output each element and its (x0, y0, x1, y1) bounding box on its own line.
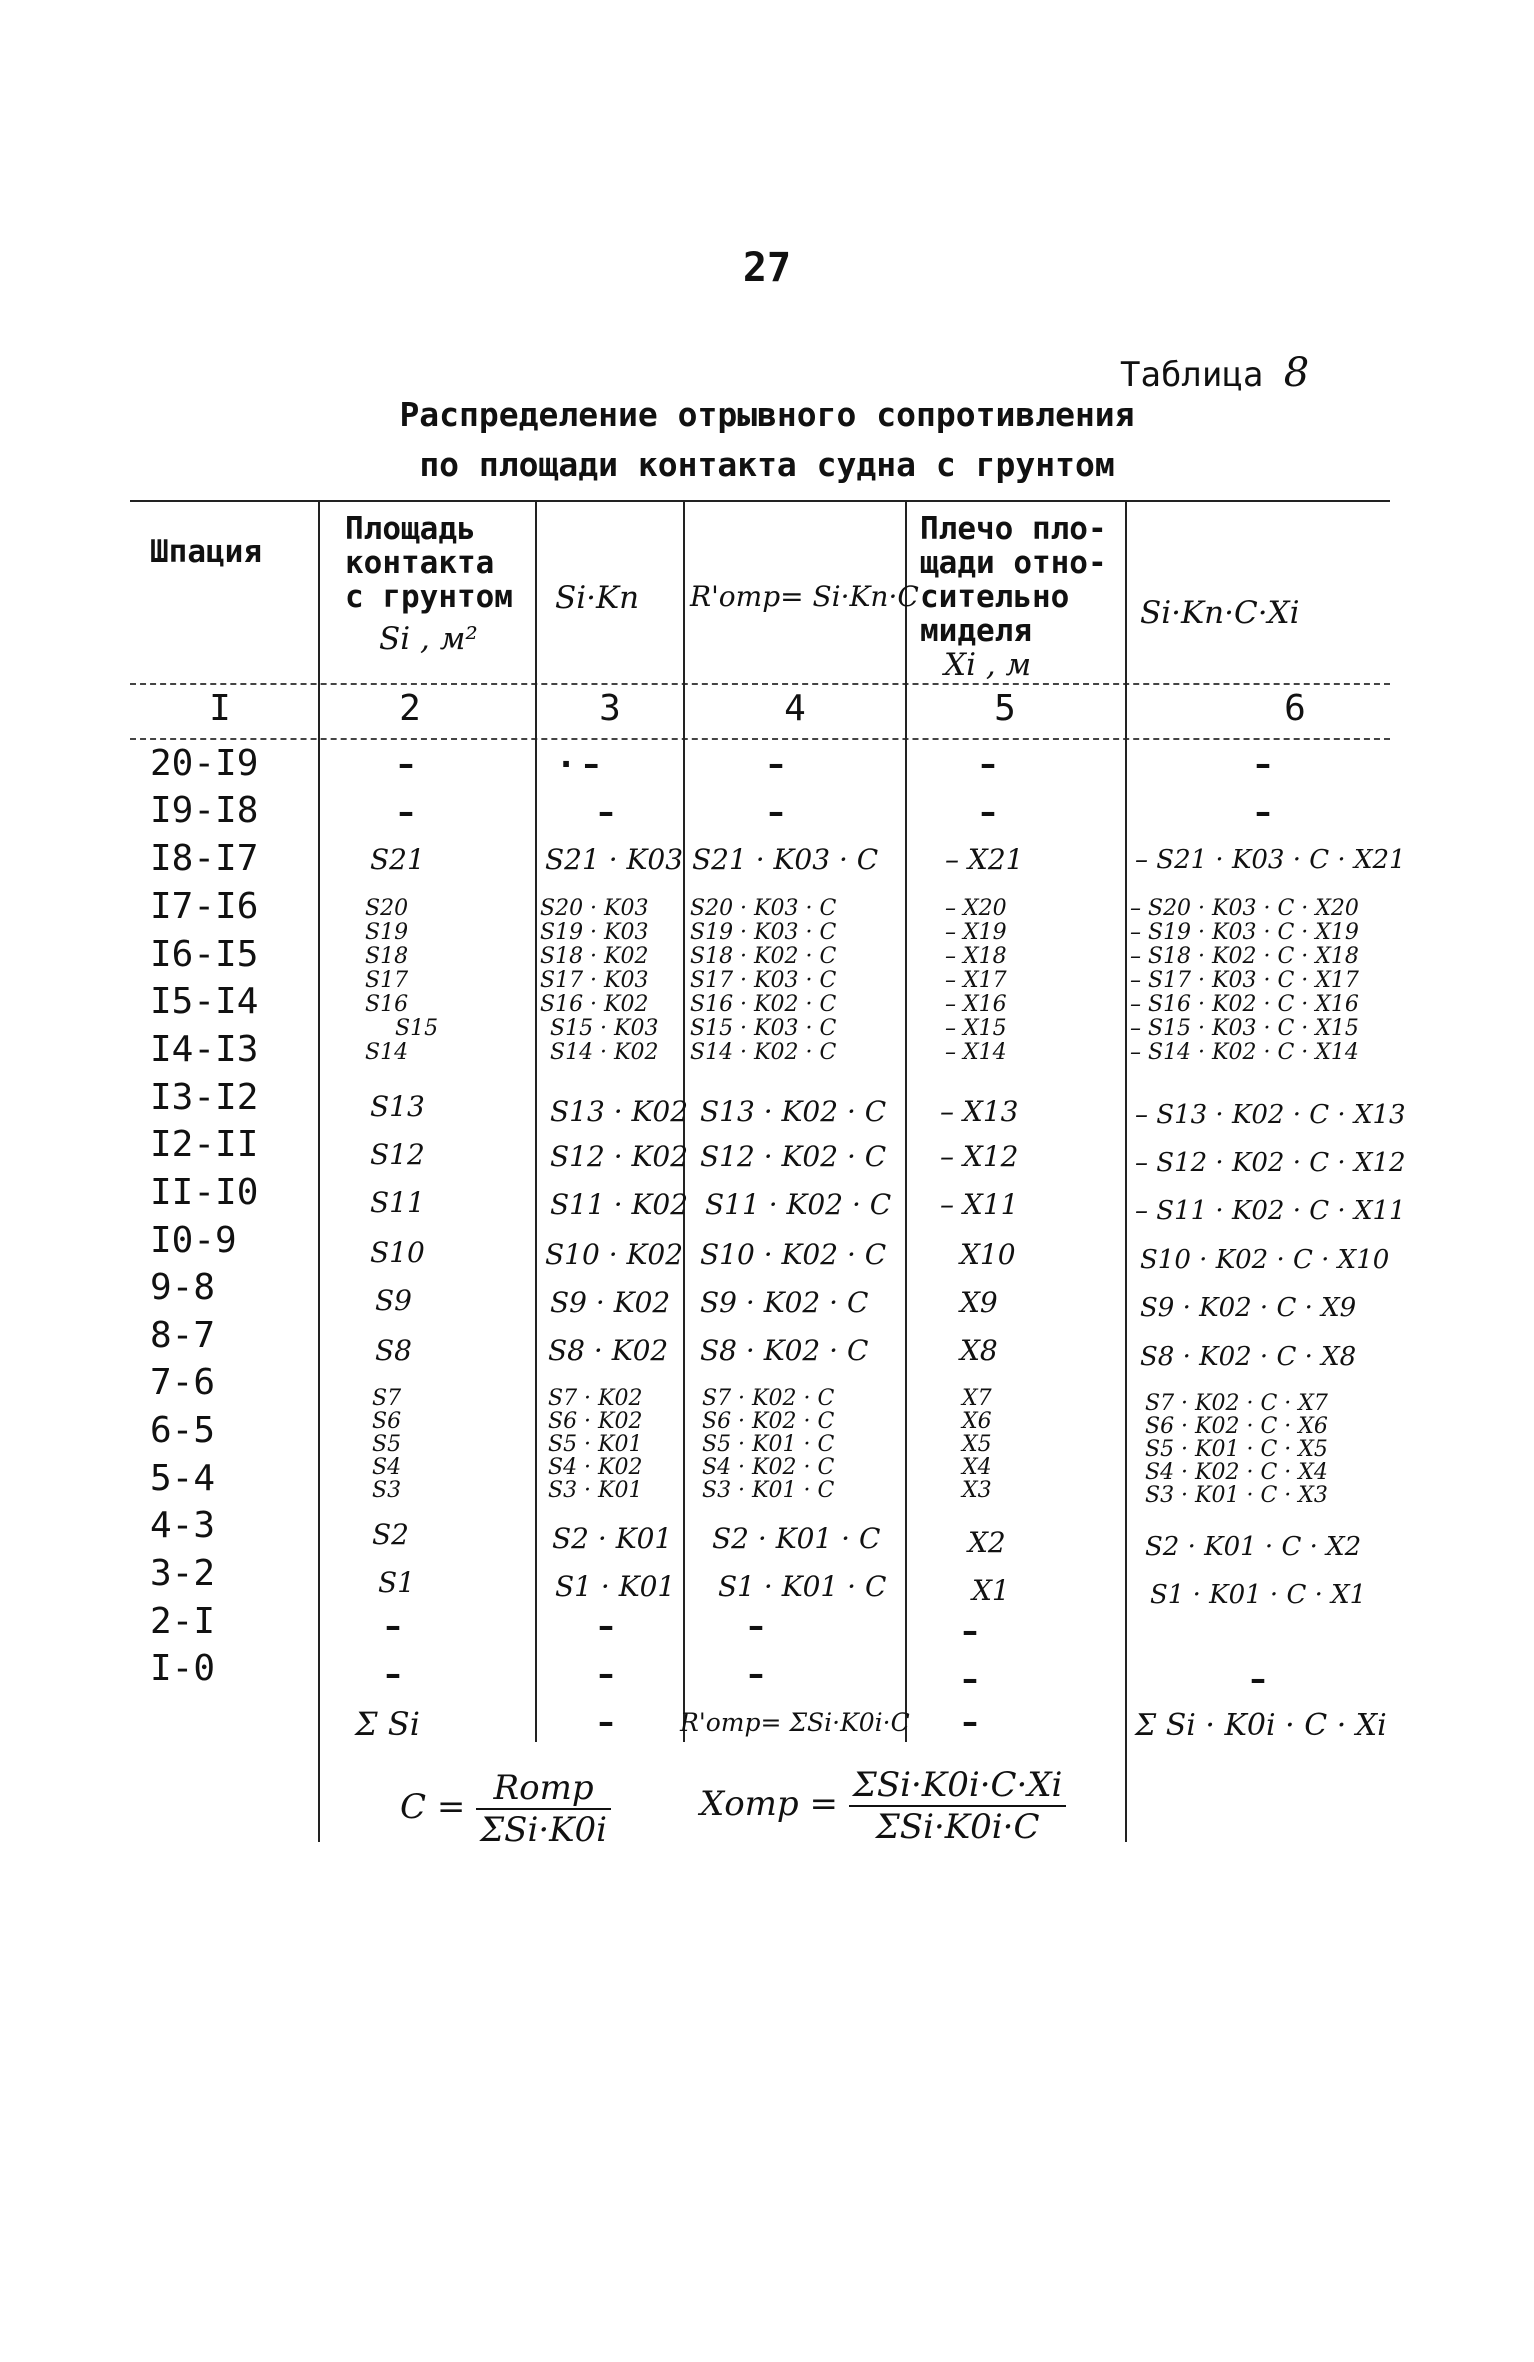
formula-x-lhs: Xотр = (700, 1784, 838, 1824)
cell-c4: S15 · K03 · C (690, 1016, 837, 1041)
col-divider-1 (318, 502, 320, 1842)
formula-x-fraction (849, 1765, 1067, 1847)
cell-c5: – X18 (945, 944, 1007, 969)
cell-dash: – (748, 1655, 764, 1693)
row-label: I8-I7 (150, 838, 259, 879)
col-divider-4 (905, 502, 907, 1742)
cell-c2: S5 (372, 1432, 402, 1457)
row-label: I3-I2 (150, 1077, 259, 1118)
cell-c6: S3 · K01 · C · X3 (1145, 1483, 1328, 1508)
header-contact-area-unit: Si , м² (379, 621, 478, 657)
cell-dash: – (962, 1660, 978, 1698)
cell-c3: S14 · K02 (550, 1040, 659, 1065)
formula-x-denominator: ΣSi·K0i·C (875, 1807, 1040, 1847)
cell-c6: – S20 · K03 · C · X20 (1130, 896, 1359, 921)
header-lever-arm-line-3: сительно (920, 579, 1070, 615)
cell-dash: – (962, 1612, 978, 1650)
cell-c5: – X20 (945, 896, 1007, 921)
cell-dash: – (1250, 1660, 1266, 1698)
cell-c5: – X19 (945, 920, 1007, 945)
cell-c3: · – (560, 745, 600, 783)
cell-dash: – (598, 1655, 614, 1693)
cell-c3: S3 · K01 (548, 1478, 643, 1503)
cell-c6: S5 · K01 · C · X5 (1145, 1437, 1328, 1462)
cell-c4: – (768, 745, 784, 783)
cell-c6: – S13 · K02 · C · X13 (1135, 1100, 1406, 1130)
cell-c3: S13 · K02 (550, 1095, 689, 1128)
cell-c3: S17 · K03 (540, 968, 649, 993)
cell-c3: S7 · K02 (548, 1386, 643, 1411)
cell-c2: S9 (375, 1284, 412, 1317)
cell-c2: S2 (372, 1518, 409, 1551)
row-label: I0-9 (150, 1220, 237, 1261)
table-label (1120, 350, 1309, 396)
cell-dash: – (748, 1607, 764, 1645)
cell-c5: – X12 (940, 1140, 1019, 1173)
header-lever-arm (920, 512, 1107, 682)
cell-c3: S19 · K03 (540, 920, 649, 945)
formula-c (400, 1768, 611, 1850)
cell-c6: – S19 · K03 · C · X19 (1130, 920, 1359, 945)
cell-c2: S15 (395, 1016, 439, 1041)
row-label: 5-4 (150, 1458, 216, 1499)
cell-c2: S13 (370, 1090, 425, 1123)
cell-c4: S18 · K02 · C (690, 944, 837, 969)
cell-c6: S1 · K01 · C · X1 (1150, 1580, 1367, 1610)
cell-c2: S8 (375, 1334, 412, 1367)
cell-c6: S6 · K02 · C · X6 (1145, 1414, 1328, 1439)
cell-c2: S1 (378, 1566, 415, 1599)
formula-c-numerator: Rотр (476, 1768, 611, 1810)
cell-c3: S20 · K03 (540, 896, 649, 921)
cell-c6: S8 · K02 · C · X8 (1140, 1342, 1357, 1372)
cell-c3: S5 · K01 (548, 1432, 643, 1457)
cell-c3: S16 · K02 (540, 992, 649, 1017)
cell-c6: – S21 · K03 · C · X21 (1135, 845, 1406, 875)
header-si-kn: Si·Kn (555, 580, 640, 616)
cell-c4: S16 · K02 · C (690, 992, 837, 1017)
cell-c5: X6 (962, 1409, 992, 1434)
formula-x (700, 1765, 1066, 1847)
cell-c3: S11 · K02 (550, 1188, 689, 1221)
cell-c5: – X17 (945, 968, 1007, 993)
header-lever-arm-line-1: Плечо пло- (920, 511, 1107, 547)
cell-c5: – X21 (945, 843, 1024, 876)
cell-c2: S4 (372, 1455, 402, 1480)
cell-c6: – S14 · K02 · C · X14 (1130, 1040, 1359, 1065)
cell-c4: S2 · K01 · C (712, 1522, 881, 1555)
cell-c4: S11 · K02 · C (705, 1188, 892, 1221)
cell-c2: S11 (370, 1186, 425, 1219)
sum-c2: Σ Si (355, 1705, 420, 1743)
cell-c4: S4 · K02 · C (702, 1455, 835, 1480)
cell-c3: – (598, 793, 614, 831)
cell-dash: – (385, 1655, 401, 1693)
cell-c5: – X15 (945, 1016, 1007, 1041)
cell-c2: S10 (370, 1236, 425, 1269)
cell-c3: S12 · K02 (550, 1140, 689, 1173)
colnum-6: 6 (1284, 688, 1306, 729)
cell-c5: X5 (962, 1432, 992, 1457)
cell-c5: X9 (960, 1286, 998, 1319)
cell-c4: – (768, 793, 784, 831)
row-label: I6-I5 (150, 934, 259, 975)
cell-c5: X4 (962, 1455, 992, 1480)
cell-c2: S3 (372, 1478, 402, 1503)
cell-c2: S21 (370, 843, 425, 876)
cell-c5: X1 (972, 1574, 1010, 1607)
cell-c4: S1 · K01 · C (718, 1570, 887, 1603)
cell-c4: S20 · K03 · C (690, 896, 837, 921)
table-label-text: Таблица (1120, 355, 1264, 395)
header-contact-area-line-1: Площадь (345, 511, 476, 547)
cell-c3: S18 · K02 (540, 944, 649, 969)
cell-c2: S18 (365, 944, 409, 969)
cell-c5: X3 (962, 1478, 992, 1503)
cell-dash: – (385, 1607, 401, 1645)
cell-c2: S12 (370, 1138, 425, 1171)
header-spacing: Шпация (150, 534, 262, 570)
cell-c2: S7 (372, 1386, 402, 1411)
cell-c2: S19 (365, 920, 409, 945)
cell-c6: S2 · K01 · C · X2 (1145, 1532, 1362, 1562)
row-label: I7-I6 (150, 886, 259, 927)
formula-c-lhs: C = (400, 1787, 466, 1827)
cell-c4: S5 · K01 · C (702, 1432, 835, 1457)
row-label: I4-I3 (150, 1029, 259, 1070)
header-moment: Si·Kn·C·Xi (1140, 595, 1300, 631)
row-label: I-0 (150, 1648, 216, 1689)
cell-c3: S2 · K01 (552, 1522, 673, 1555)
row-label: 6-5 (150, 1410, 216, 1451)
cell-c2: – (398, 745, 414, 783)
cell-c6: S7 · K02 · C · X7 (1145, 1391, 1328, 1416)
cell-c5: X2 (968, 1526, 1006, 1559)
cell-c6: – (1255, 745, 1271, 783)
colnum-3: 3 (599, 688, 621, 729)
row-label: I9-I8 (150, 790, 259, 831)
cell-c2: S14 (365, 1040, 409, 1065)
cell-c4: S14 · K02 · C (690, 1040, 837, 1065)
cell-c6: – S18 · K02 · C · X18 (1130, 944, 1359, 969)
row-label: 4-3 (150, 1505, 216, 1546)
sum-c4: R'отр= ΣSi·K0i·C (680, 1708, 910, 1737)
row-label: 3-2 (150, 1553, 216, 1594)
row-label: I2-II (150, 1124, 259, 1165)
colnum-4: 4 (784, 688, 806, 729)
cell-c6: – S11 · K02 · C · X11 (1135, 1196, 1406, 1226)
cell-c6: – S15 · K03 · C · X15 (1130, 1016, 1359, 1041)
cell-c6: S9 · K02 · C · X9 (1140, 1293, 1357, 1323)
cell-c4: S10 · K02 · C (700, 1238, 887, 1271)
cell-c3: S9 · K02 (550, 1286, 671, 1319)
cell-c5: – X16 (945, 992, 1007, 1017)
cell-c3: S15 · K03 (550, 1016, 659, 1041)
colnum-1: I (209, 688, 231, 729)
row-label: 7-6 (150, 1362, 216, 1403)
cell-c3: S4 · K02 (548, 1455, 643, 1480)
cell-c3: S8 · K02 (548, 1334, 669, 1367)
cell-dash: – (598, 1607, 614, 1645)
cell-c4: S8 · K02 · C (700, 1334, 869, 1367)
cell-c5: – X11 (940, 1188, 1019, 1221)
cell-c4: S17 · K03 · C (690, 968, 837, 993)
sum-c3: – (598, 1703, 614, 1741)
cell-c2: S16 (365, 992, 409, 1017)
header-lever-arm-line-4: миделя (920, 613, 1032, 649)
cell-c5: – (980, 793, 996, 831)
table-title-line-2: по площади контакта судна с грунтом (419, 445, 1115, 484)
cell-c2: S17 (365, 968, 409, 993)
col-divider-2 (535, 502, 537, 1742)
cell-c4: S21 · K03 · C (692, 843, 879, 876)
cell-c4: S9 · K02 · C (700, 1286, 869, 1319)
cell-c5: X10 (960, 1238, 1016, 1271)
row-label: 2-I (150, 1601, 216, 1642)
sum-c6: Σ Si · K0i · C · Xi (1135, 1708, 1387, 1743)
header-lever-arm-line-2: щади отно- (920, 545, 1107, 581)
cell-c6: S10 · K02 · C · X10 (1140, 1245, 1390, 1275)
cell-c6: S4 · K02 · C · X4 (1145, 1460, 1328, 1485)
row-label: II-I0 (150, 1172, 259, 1213)
header-contact-area (345, 512, 513, 656)
cell-c3: S1 · K01 (555, 1570, 676, 1603)
cell-c6: – (1255, 793, 1271, 831)
sum-c5: – (962, 1703, 978, 1741)
cell-c4: S19 · K03 · C (690, 920, 837, 945)
cell-c5: – X13 (940, 1095, 1019, 1128)
row-label: I5-I4 (150, 981, 259, 1022)
formula-c-fraction (476, 1768, 611, 1850)
cell-c3: S6 · K02 (548, 1409, 643, 1434)
cell-c5: – X14 (945, 1040, 1007, 1065)
colnum-2: 2 (399, 688, 421, 729)
header-contact-area-line-3: с грунтом (345, 579, 513, 615)
cell-c5: – (980, 745, 996, 783)
cell-c2: – (398, 793, 414, 831)
cell-c6: – S16 · K02 · C · X16 (1130, 992, 1359, 1017)
page-number: 27 (742, 245, 792, 291)
header-contact-area-line-2: контакта (345, 545, 495, 581)
header-r-otr: R'отр= Si·Kn·C (690, 580, 919, 613)
table-title-line-1: Распределение отрывного сопротивления (399, 395, 1135, 434)
row-label: 20-I9 (150, 743, 259, 784)
header-lever-arm-unit: Xi , м (944, 647, 1032, 683)
col-divider-5 (1125, 502, 1127, 1842)
cell-c4: S7 · K02 · C (702, 1386, 835, 1411)
row-label: 8-7 (150, 1315, 216, 1356)
colnum-5: 5 (994, 688, 1016, 729)
formula-c-denominator: ΣSi·K0i (480, 1810, 608, 1850)
cell-c5: X7 (962, 1386, 992, 1411)
cell-c2: S20 (365, 896, 409, 921)
table-number: 8 (1283, 350, 1310, 396)
cell-c6: – S17 · K03 · C · X17 (1130, 968, 1359, 993)
cell-c3: S10 · K02 (545, 1238, 684, 1271)
cell-c4: S12 · K02 · C (700, 1140, 887, 1173)
cell-c2: S6 (372, 1409, 402, 1434)
cell-c6: – S12 · K02 · C · X12 (1135, 1148, 1406, 1178)
formula-x-numerator: ΣSi·K0i·C·Xi (849, 1765, 1067, 1807)
cell-c5: X8 (960, 1334, 998, 1367)
cell-c4: S3 · K01 · C (702, 1478, 835, 1503)
row-label: 9-8 (150, 1267, 216, 1308)
cell-c3: S21 · K03 (545, 843, 684, 876)
cell-c4: S13 · K02 · C (700, 1095, 887, 1128)
cell-c4: S6 · K02 · C (702, 1409, 835, 1434)
